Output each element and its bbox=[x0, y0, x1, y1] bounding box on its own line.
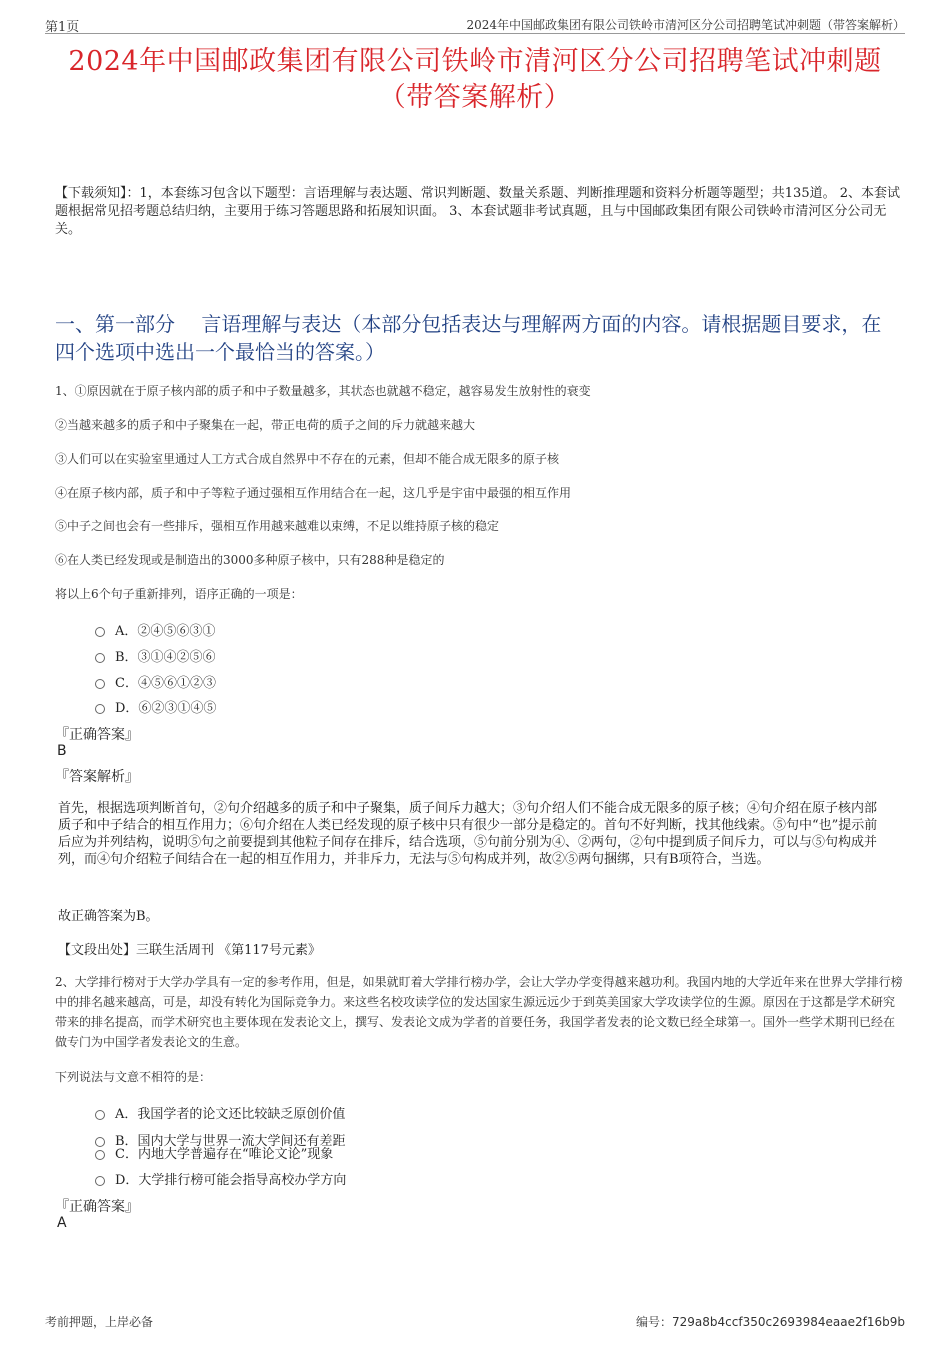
option-label: D．大学排行榜可能会指导高校办学方向 bbox=[115, 1173, 347, 1188]
q1-answer: B bbox=[57, 743, 67, 759]
page-number: 第1页 bbox=[45, 20, 80, 35]
footer-code-value: 729a8b4ccf350c2693984eaae2f16b9b bbox=[672, 1315, 905, 1329]
footer-code bbox=[636, 1313, 905, 1330]
radio-button-icon[interactable] bbox=[95, 1176, 105, 1186]
header-divider bbox=[45, 33, 905, 34]
radio-button-icon[interactable] bbox=[95, 1150, 105, 1160]
radio-button-icon[interactable] bbox=[95, 704, 105, 714]
q1-analysis-label: 『答案解析』 bbox=[55, 769, 139, 785]
radio-button-icon[interactable] bbox=[95, 1110, 105, 1120]
q2-option-d[interactable] bbox=[95, 1169, 346, 1188]
q1-sentence: ⑥在人类已经发现或是制造出的3000多种原子核中，只有288种是稳定的 bbox=[55, 553, 445, 567]
q2-passage: 2、大学排行榜对于大学办学具有一定的参考作用，但是，如果就盯着大学排行榜办学，会让大学办学变得越来越功利。我国内地的大学近年来在世界大学排行榜中的排名越来越高，可是，却没有转化为国际竞争力。来这些名校攻读学位的发达国家生源远远少于到英美国家大学攻读学位的生源。原因在于这都是学术研究带来的排名提高，而学术研究也主要体现在发表论文上，撰写、发表论文成为学者的首要任务，我国学者发表的论文数已经全球第一。国外一些学术期刊已经在做专门为中国学者发表论文的生意。 bbox=[55, 975, 903, 1049]
option-label: B．国内大学与世界一流大学间还有差距 bbox=[115, 1134, 346, 1149]
q1-option-d[interactable] bbox=[95, 697, 216, 716]
section-title: 一、第一部分 言语理解与表达（本部分包括表达与理解两方面的内容。请根据题目要求，在四个选项中选出一个最恰当的答案。） bbox=[55, 312, 882, 364]
q1-source: 【文段出处】三联生活周刊 《第117号元素》 bbox=[58, 943, 321, 958]
option-label: B．③①④②⑤⑥ bbox=[115, 650, 216, 665]
running-header-title: 2024年中国邮政集团有限公司铁岭市清河区分公司招聘笔试冲刺题（带答案解析） bbox=[466, 18, 905, 32]
q2-option-a[interactable] bbox=[95, 1103, 345, 1122]
q1-analysis: 首先，根据选项判断首句，②句介绍越多的质子和中子聚集，质子间斥力越大；③句介绍人们不能合成无限多的原子核；④句介绍在原子核内部质子和中子结合的相互作用力；⑥句介绍在人类已经发现的原子核中只有很少一部分是稳定的。首句不好判断，找其他线索。⑤句中“也”提示前后应为并列结构，说明⑤句之前要提到其他粒子间存在排斥，结合选项，⑤句前分别为④、②两句，②句中提到质子间斥力，可以与⑤句构成并列，而④句介绍粒子间结合在一起的相互作用力，并非斥力，无法与⑤句构成并列，故②⑤两句捆绑，只有B项符合，当选。 bbox=[58, 801, 878, 867]
q1-answer-label: 『正确答案』 bbox=[55, 727, 139, 743]
radio-button-icon[interactable] bbox=[95, 627, 105, 637]
option-label: C．内地大学普遍存在“唯论文论”现象 bbox=[115, 1147, 334, 1162]
footer-code-label: 编号： bbox=[636, 1315, 673, 1329]
option-label: A．我国学者的论文还比较缺乏原创价值 bbox=[115, 1107, 346, 1122]
q2-answer-label: 『正确答案』 bbox=[55, 1199, 139, 1215]
q1-option-a[interactable] bbox=[95, 620, 215, 639]
q1-sentence: ④在原子核内部，质子和中子等粒子通过强相互作用结合在一起，这几乎是宇宙中最强的相互作用 bbox=[55, 486, 572, 500]
q1-sentence: ③人们可以在实验室里通过人工方式合成自然界中不存在的元素，但却不能合成无限多的原子核 bbox=[55, 452, 560, 466]
q1-option-b[interactable] bbox=[95, 646, 216, 665]
q2-option-c[interactable] bbox=[95, 1143, 333, 1162]
q2-answer: A bbox=[57, 1215, 67, 1231]
radio-button-icon[interactable] bbox=[95, 653, 105, 663]
q1-option-c[interactable] bbox=[95, 672, 216, 691]
q1-sentence: ②当越来越多的质子和中子聚集在一起，带正电荷的质子之间的斥力就越来越大 bbox=[55, 418, 476, 432]
q1-sentence: ⑤中子之间也会有一些排斥，强相互作用越来越难以束缚，不足以维持原子核的稳定 bbox=[55, 519, 500, 533]
q1-conclusion: 故正确答案为B。 bbox=[58, 909, 159, 924]
option-label: C．④⑤⑥①②③ bbox=[115, 676, 216, 691]
q1-prompt: 将以上6个句子重新排列，语序正确的一项是： bbox=[55, 587, 303, 601]
option-label: D．⑥②③①④⑤ bbox=[115, 701, 217, 716]
footer-slogan: 考前押题，上岸必备 bbox=[45, 1315, 154, 1329]
document-title: 2024年中国邮政集团有限公司铁岭市清河区分公司招聘笔试冲刺题（带答案解析） bbox=[68, 46, 882, 113]
radio-button-icon[interactable] bbox=[95, 679, 105, 689]
q1-sentence: 1、①原因就在于原子核内部的质子和中子数量越多，其状态也就越不稳定，越容易发生放射性的衰变 bbox=[55, 384, 591, 398]
option-label: A．②④⑤⑥③① bbox=[115, 624, 216, 639]
download-notice: 【下载须知】：1，本套练习包含以下题型：言语理解与表达题、常识判断题、数量关系题、判断推理题和资料分析题等题型；共135道。 2、本套试题根据常见招考题总结归纳，主要用于练习答题思路和拓展知识面。 3、本套试题非考试真题，且与中国邮政集团有限公司铁岭市清河区分公司无关。 bbox=[55, 186, 900, 237]
q2-prompt: 下列说法与文意不相符的是： bbox=[55, 1070, 212, 1084]
